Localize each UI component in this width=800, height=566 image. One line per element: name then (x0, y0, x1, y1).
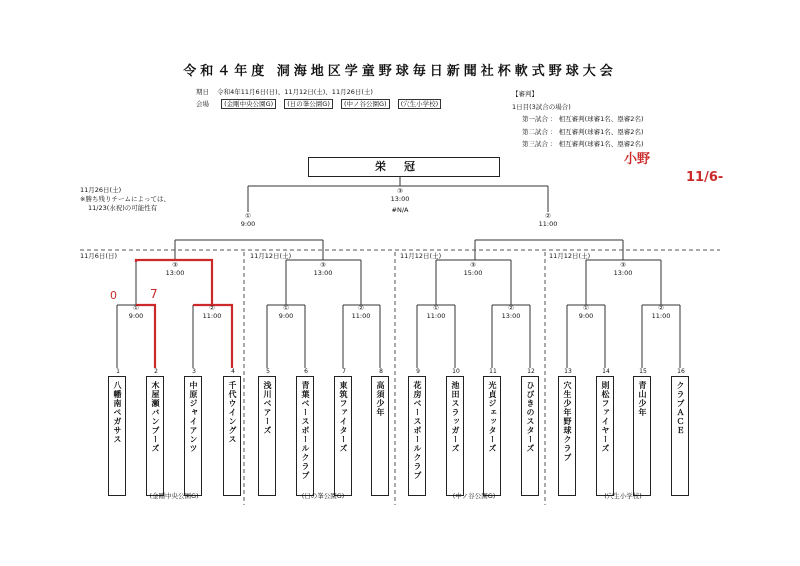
team-name: 中原ジャイアンツ (189, 381, 198, 453)
semi-1-number: ① (245, 212, 251, 220)
team-box-1 (108, 368, 126, 496)
semi-2-number: ② (545, 212, 551, 220)
block-3-top-time: 15:00 (463, 269, 483, 277)
rules-sub: 1日目(3試合の場合) (512, 102, 571, 111)
team-number: 1 (116, 368, 120, 375)
semi-2-time: 11:00 (538, 220, 558, 228)
team-number: 13 (564, 368, 572, 375)
team-number: 16 (677, 368, 685, 375)
final-match-number: ③ (397, 187, 403, 195)
team-box-13 (558, 368, 576, 496)
block-3-right-time: 13:00 (501, 312, 521, 320)
team-number: 12 (527, 368, 535, 375)
team-box-10 (446, 368, 464, 496)
team-name: 池田スラッガーズ (451, 381, 460, 453)
block-4-top-number: ③ (620, 261, 626, 269)
block-2-right-time: 11:00 (351, 312, 371, 320)
block-4-right-time: 11:00 (651, 312, 671, 320)
final-match-extra: #N/A (391, 206, 409, 214)
block-2-venue: (日の峯公園G) (301, 492, 345, 500)
champion-box: 栄冠 (308, 157, 500, 177)
team-name: 八幡南ペガサス (113, 381, 122, 444)
block-1-left-match (116, 304, 156, 320)
block-4-left-time: 9:00 (578, 312, 594, 320)
team-box-9 (408, 368, 426, 496)
team-box-3 (184, 368, 202, 496)
block-4-top-time: 13:00 (613, 269, 633, 277)
team-number: 14 (602, 368, 610, 375)
venue-4: (穴生小学校) (398, 99, 442, 109)
block-4-right-match (641, 304, 681, 320)
venue-1: (金剛中央公園G) (221, 99, 276, 109)
semi-2 (528, 212, 568, 228)
team-box-7 (334, 368, 352, 496)
team-number: 2 (154, 368, 158, 375)
team-name: 浅川ベアーズ (263, 381, 272, 435)
team-name: 東筑ファイターズ (339, 381, 348, 453)
team-box-11 (483, 368, 501, 496)
block-4-left-number: ① (583, 304, 589, 312)
team-name: 光貞ジェッターズ (488, 381, 497, 453)
rules-line-2: 第二試合 ： 相互審判(球審1名、塁審2名) (522, 127, 644, 136)
rules-heading: 【審判】 (512, 90, 538, 98)
team-number: 3 (192, 368, 196, 375)
team-name: 花房ベースボールクラブ (413, 381, 422, 480)
handwritten-score-right: 7 (150, 287, 158, 301)
block-1-right-number: ② (209, 304, 215, 312)
block-3-top-number: ③ (470, 261, 476, 269)
team-name: クラブＡＣＥ (676, 381, 685, 435)
block-4-left-match (566, 304, 606, 320)
handwritten-stamp: 小野 (624, 152, 651, 167)
block-2-top-time: 13:00 (313, 269, 333, 277)
block-2-right-match (341, 304, 381, 320)
semi-1 (228, 212, 268, 228)
venue-3: (中ノ谷公園G) (341, 99, 390, 109)
team-name: 青山少年 (638, 381, 647, 417)
team-name: 青葉ベースボールクラブ (301, 381, 310, 480)
dates-label: 期日 (196, 88, 209, 96)
team-number: 15 (639, 368, 647, 375)
team-box-2 (146, 368, 164, 496)
block-3-left-time: 11:00 (426, 312, 446, 320)
team-number: 8 (379, 368, 383, 375)
block-4-right-number: ② (658, 304, 664, 312)
team-number: 9 (416, 368, 420, 375)
note-line-1: 11月26日(土) (80, 186, 122, 194)
team-name: 木屋瀬バンブーズ (151, 381, 160, 453)
note-line-3: 11/23(水祝)の可能性有 (88, 204, 158, 212)
block-2-left-number: ① (283, 304, 289, 312)
block-1-top-time: 13:00 (165, 269, 185, 277)
block-2-left-time: 9:00 (278, 312, 294, 320)
block-1-right-time: 11:00 (202, 312, 222, 320)
team-number: 11 (489, 368, 497, 375)
block-2-top-match (303, 261, 343, 277)
team-name: 穴生少年野球クラブ (563, 381, 572, 462)
day-label-3: 11月12日(土) (400, 252, 442, 260)
note-line-2: ※勝ち残りチームによっては、 (80, 195, 170, 203)
team-box-14 (596, 368, 614, 496)
team-box-4 (223, 368, 241, 496)
block-4-top-match (603, 261, 643, 277)
team-number: 10 (452, 368, 460, 375)
dates-value: 令和4年11月6日(日)、11月12日(土)、11月26日(土) (217, 88, 373, 96)
semi-1-time: 9:00 (240, 220, 256, 228)
block-1-venue: (金剛中央公園G) (149, 492, 199, 500)
block-2-right-number: ② (358, 304, 364, 312)
block-3-right-match (491, 304, 531, 320)
team-box-5 (258, 368, 276, 496)
team-name: 高須少年 (376, 381, 385, 417)
team-name: ひびきのスターズ (526, 381, 535, 453)
block-1-right-match (192, 304, 232, 320)
block-3-top-match (453, 261, 493, 277)
day-label-4: 11月12日(土) (549, 252, 591, 260)
block-3-left-number: ① (433, 304, 439, 312)
handwritten-date: 11/6- (686, 170, 724, 185)
final-match-time: 13:00 (390, 195, 410, 203)
block-1-left-number: ① (133, 304, 139, 312)
block-2-left-match (266, 304, 306, 320)
team-box-15 (633, 368, 651, 496)
team-box-12 (521, 368, 539, 496)
block-1-left-time: 9:00 (128, 312, 144, 320)
block-1-top-match (155, 261, 195, 277)
day-label-2: 11月12日(土) (250, 252, 292, 260)
team-name: 則松ファイヤーズ (601, 381, 610, 453)
tournament-title: 令和４年度 洞海地区学童野球毎日新聞社杯軟式野球大会 (183, 64, 617, 79)
team-name: 千代ウイングス (228, 381, 237, 444)
team-number: 4 (231, 368, 235, 375)
team-box-8 (371, 368, 389, 496)
team-number: 7 (342, 368, 346, 375)
block-1-top-number: ③ (172, 261, 178, 269)
rules-line-3: 第三試合 ： 相互審判(球審1名、塁審2名) (522, 140, 644, 148)
team-number: 5 (266, 368, 270, 375)
block-4-venue: (穴生小学校) (604, 492, 642, 500)
venue-2: (日の峯公園G) (284, 99, 333, 109)
venues-label: 会場 (196, 100, 209, 108)
block-2-top-number: ③ (320, 261, 326, 269)
block-3-left-match (416, 304, 456, 320)
team-box-16 (671, 368, 689, 496)
block-3-right-number: ② (508, 304, 514, 312)
final-match (380, 187, 420, 214)
handwritten-score-left: 0 (110, 289, 117, 302)
team-number: 6 (304, 368, 308, 375)
team-box-6 (296, 368, 314, 496)
rules-line-1: 第一試合 ： 相互審判(球審1名、塁審2名) (522, 115, 644, 123)
block-3-venue: (中ノ谷公園G) (452, 492, 496, 500)
day-label-1: 11月6日(日) (80, 252, 117, 260)
